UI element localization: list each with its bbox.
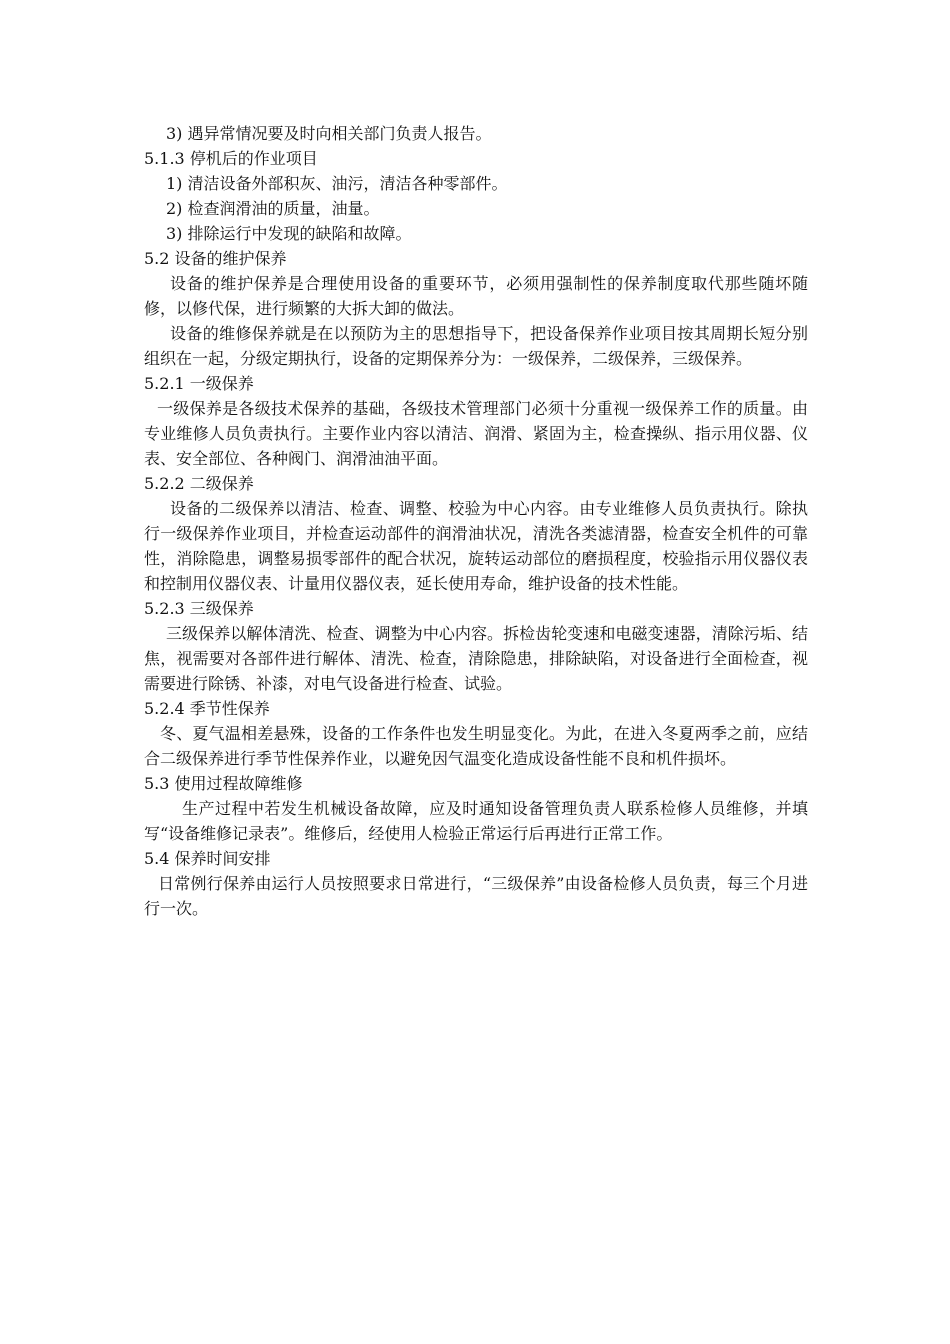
list-item-eliminate-faults: 3) 排除运行中发现的缺陷和故障。 bbox=[166, 224, 412, 243]
section-heading-5-1-3: 5.1.3 停机后的作业项目 bbox=[144, 149, 318, 168]
section-heading-5-2: 5.2 设备的维护保养 bbox=[144, 249, 287, 268]
document-page bbox=[144, 121, 808, 921]
paragraph-level-two: 设备的二级保养以清洁、检查、调整、校验为中心内容。由专业维修人员负责执行。除执行一级保养作业项目，并检查运动部件的润滑油状况，清洗各类滤清器，检查安全机件的可靠性，消除隐患，调整易损零部件的配合状况，旋转运动部位的磨损程度，校验指示用仪器仪表和控制用仪器仪表、计量用仪器仪表，延长使用寿命，维护设备的技术性能。 bbox=[144, 499, 808, 593]
paragraph-fault-repair: 生产过程中若发生机械设备故障，应及时通知设备管理负责人联系检修人员维修，并填写“设备维修记录表”。维修后，经使用人检验正常运行后再进行正常工作。 bbox=[144, 799, 808, 843]
section-heading-5-2-3: 5.2.3 三级保养 bbox=[144, 599, 254, 618]
list-item-report-abnormal: 3) 遇异常情况要及时向相关部门负责人报告。 bbox=[166, 124, 492, 143]
section-heading-5-2-1: 5.2.1 一级保养 bbox=[144, 374, 254, 393]
section-heading-5-3: 5.3 使用过程故障维修 bbox=[144, 774, 303, 793]
section-heading-5-2-4: 5.2.4 季节性保养 bbox=[144, 699, 270, 718]
section-heading-5-4: 5.4 保养时间安排 bbox=[144, 849, 271, 868]
paragraph-maintenance-levels: 设备的维修保养就是在以预防为主的思想指导下，把设备保养作业项目按其周期长短分别组织在一起，分级定期执行，设备的定期保养分为：一级保养，二级保养，三级保养。 bbox=[144, 324, 808, 368]
list-item-clean-equipment: 1) 清洁设备外部积灰、油污，清洁各种零部件。 bbox=[166, 174, 508, 193]
paragraph-seasonal: 冬、夏气温相差悬殊，设备的工作条件也发生明显变化。为此，在进入冬夏两季之前，应结合二级保养进行季节性保养作业，以避免因气温变化造成设备性能不良和机件损坏。 bbox=[144, 724, 808, 768]
list-item-check-lubricant: 2) 检查润滑油的质量，油量。 bbox=[166, 199, 380, 218]
paragraph-level-three: 三级保养以解体清洗、检查、调整为中心内容。拆检齿轮变速和电磁变速器，清除污垢、结焦，视需要对各部件进行解体、清洗、检查，清除隐患，排除缺陷，对设备进行全面检查，视需要进行除锈、补漆，对电气设备进行检查、试验。 bbox=[144, 624, 808, 693]
section-heading-5-2-2: 5.2.2 二级保养 bbox=[144, 474, 254, 493]
paragraph-level-one: 一级保养是各级技术保养的基础，各级技术管理部门必须十分重视一级保养工作的质量。由专业维修人员负责执行。主要作业内容以清洁、润滑、紧固为主，检查操纵、指示用仪器、仪表、安全部位、各种阀门、润滑油油平面。 bbox=[144, 399, 808, 468]
paragraph-maintenance-importance: 设备的维护保养是合理使用设备的重要环节，必须用强制性的保养制度取代那些随坏随修，以修代保，进行频繁的大拆大卸的做法。 bbox=[144, 274, 808, 318]
paragraph-schedule: 日常例行保养由运行人员按照要求日常进行，“三级保养”由设备检修人员负责，每三个月进行一次。 bbox=[144, 874, 808, 918]
